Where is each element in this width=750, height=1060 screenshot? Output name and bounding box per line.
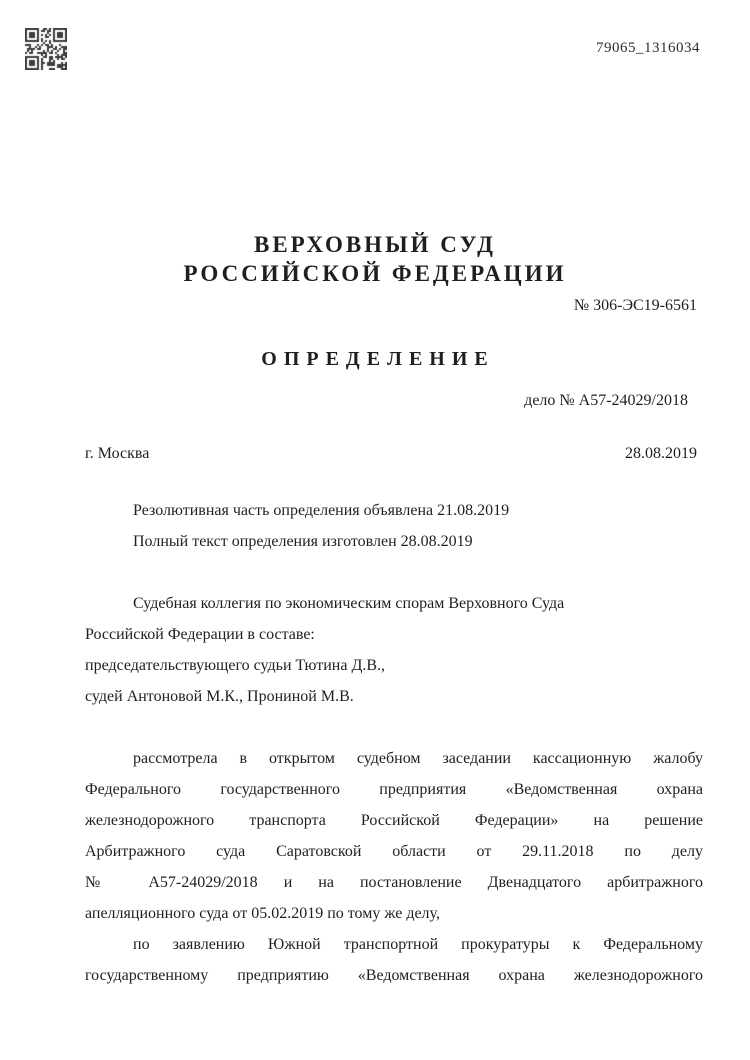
panel-line: Судебная коллегия по экономическим спорам Верховного Суда bbox=[133, 595, 565, 612]
case-line: дело № А57-24029/2018 bbox=[524, 392, 688, 409]
body-line: рассмотрела в открытом судебном заседании кассационную жалобу bbox=[133, 750, 703, 767]
panel-block bbox=[85, 588, 703, 712]
ruling-date: 28.08.2019 bbox=[625, 445, 697, 462]
body-text bbox=[85, 743, 703, 991]
body-line: Арбитражного суда Саратовской области от 29.11.2018 по делу bbox=[85, 843, 703, 860]
announced-line: Резолютивная часть определения объявлена 21.08.2019 bbox=[133, 502, 510, 519]
case-number: № 306-ЭС19-6561 bbox=[573, 297, 697, 314]
body-line: по заявлению Южной транспортной прокуратуры к Федеральному bbox=[133, 936, 703, 953]
body-line: апелляционного суда от 05.02.2019 по тому же делу, bbox=[85, 905, 440, 922]
court-title-line1: ВЕРХОВНЫЙ СУД bbox=[254, 232, 496, 257]
body-line: железнодорожного транспорта Российской Федерации» на решение bbox=[85, 812, 703, 829]
body-line: № А57-24029/2018 и на постановление Двенадцатого арбитражного bbox=[85, 874, 703, 891]
qr-code-icon bbox=[25, 28, 67, 70]
body-line: Федерального государственного предприятия «Ведомственная охрана bbox=[85, 781, 703, 798]
court-title bbox=[0, 230, 750, 288]
city-label: г. Москва bbox=[85, 445, 150, 462]
panel-line: Российской Федерации в составе: bbox=[85, 626, 315, 643]
panel-line: председательствующего судьи Тютина Д.В., bbox=[85, 657, 386, 674]
resolutive-block bbox=[133, 495, 703, 557]
document-id: 79065_1316034 bbox=[596, 40, 700, 56]
city-date-row bbox=[85, 438, 697, 469]
full-text-line: Полный текст определения изготовлен 28.08.2019 bbox=[133, 533, 473, 550]
ruling-heading: О П Р Е Д Е Л Е Н И Е bbox=[261, 348, 489, 370]
court-title-line2: РОССИЙСКОЙ ФЕДЕРАЦИИ bbox=[183, 261, 567, 286]
body-line: государственному предприятию «Ведомственная охрана железнодорожного bbox=[85, 967, 703, 984]
panel-line: судей Антоновой М.К., Прониной М.В. bbox=[85, 688, 354, 705]
